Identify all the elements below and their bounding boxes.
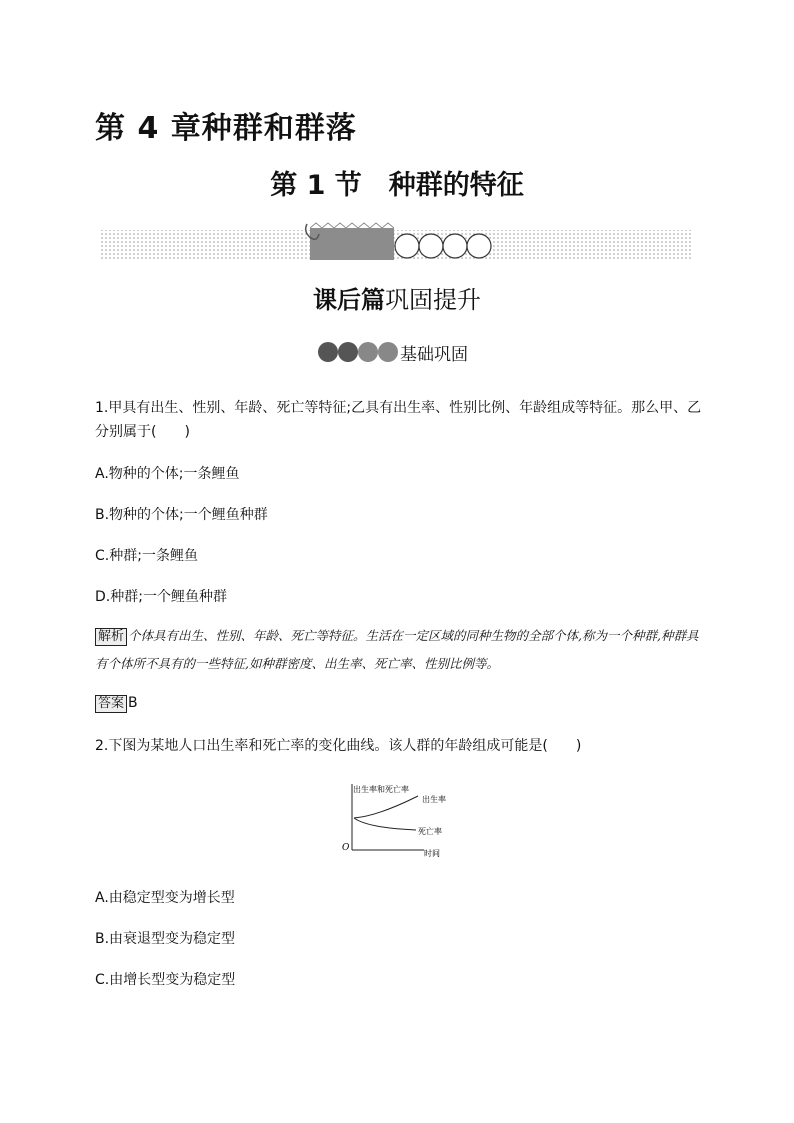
q1-analysis [95, 622, 705, 678]
analysis-tag: 解析 [95, 628, 127, 646]
subtitle-rest: 巩固提升 [385, 286, 481, 314]
q2-option-c: C.由增长型变为稳定型 [95, 972, 236, 988]
answer-value: B [128, 695, 138, 711]
q2-option-a: A.由稳定型变为增长型 [95, 890, 235, 906]
dot-icon [378, 342, 398, 362]
decorative-banner [100, 220, 692, 264]
dot-icon [318, 342, 338, 362]
birth-death-graph [338, 780, 468, 860]
death-rate-curve [354, 818, 416, 830]
subtitle [0, 280, 794, 315]
answer-tag: 答案 [95, 695, 127, 713]
birth-rate-label: 出生率 [422, 795, 446, 804]
level-header [318, 338, 468, 366]
graph-ylabel: 出生率和死亡率 [353, 785, 409, 794]
graph-origin: O [342, 843, 350, 853]
section-title: 第 1 节 种群的特征 [270, 170, 524, 201]
q1-option-c: C.种群;一条鲤鱼 [95, 548, 198, 564]
chapter-title: 第 4 章种群和群落 [95, 111, 357, 146]
subtitle-bold: 课后篇 [313, 286, 385, 314]
circle-icon [443, 234, 467, 258]
q1-option-d: D.种群;一个鲤鱼种群 [95, 589, 227, 605]
banner-tab [310, 228, 394, 260]
q1-option-b: B.物种的个体;一个鲤鱼种群 [95, 507, 268, 523]
question-1-stem: 1.甲具有出生、性别、年龄、死亡等特征;乙具有出生率、性别比例、年龄组成等特征。那么甲、乙分别属于( ) [95, 400, 702, 440]
birth-rate-curve [354, 796, 418, 818]
circle-icon [395, 234, 419, 258]
q2-option-b: B.由衰退型变为稳定型 [95, 931, 236, 947]
circle-icon [467, 234, 491, 258]
level-label: 基础巩固 [400, 344, 468, 365]
q1-answer [95, 695, 138, 713]
analysis-text: 个体具有出生、性别、年龄、死亡等特征。生活在一定区域的同种生物的全部个体,称为一个种群,种群具有个体所不具有的一些特征,如种群密度、出生率、死亡率、性别比例等。 [95, 628, 699, 671]
dot-icon [358, 342, 378, 362]
death-rate-label: 死亡率 [418, 827, 442, 836]
dot-icon [338, 342, 358, 362]
circle-icon [419, 234, 443, 258]
graph-xlabel: 时间 [424, 849, 440, 858]
q1-option-a: A.物种的个体;一条鲤鱼 [95, 466, 240, 482]
question-2-stem: 2.下图为某地人口出生率和死亡率的变化曲线。该人群的年龄组成可能是( ) [95, 738, 582, 754]
